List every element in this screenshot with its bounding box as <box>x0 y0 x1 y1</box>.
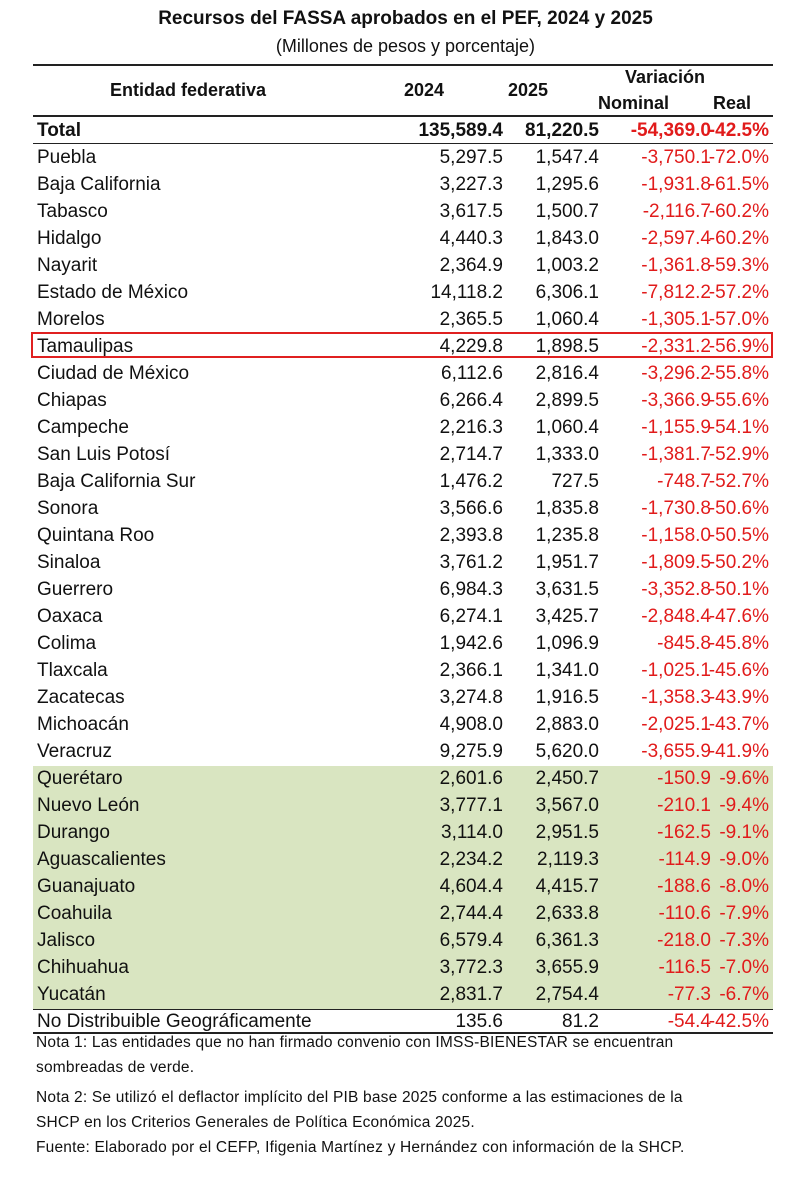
entity-cell: Campeche <box>37 417 129 438</box>
entity-cell: Sinaloa <box>37 552 101 573</box>
real-variation-cell: -56.9% <box>708 336 769 357</box>
nominal-variation-cell: -3,655.9 <box>641 741 711 762</box>
note-1-line-1: Nota 1: Las entidades que no han firmado convenio con IMSS-BIENESTAR se encuentran <box>36 1034 674 1051</box>
value-2025-cell: 1,547.4 <box>535 147 599 168</box>
value-2025-cell: 5,620.0 <box>535 741 599 762</box>
top-rule <box>33 64 773 66</box>
table-row <box>33 820 773 847</box>
value-2025-cell: 1,295.6 <box>535 174 599 195</box>
value-2025-cell: 1,500.7 <box>535 201 599 222</box>
entity-cell: Chiapas <box>37 390 107 411</box>
nominal-variation-cell: -188.6 <box>657 876 711 897</box>
nominal-variation-cell: -54,369.0 <box>630 120 711 141</box>
entity-cell: Querétaro <box>37 768 123 789</box>
nominal-variation-cell: -1,809.5 <box>641 552 711 573</box>
nominal-variation-cell: -210.1 <box>657 795 711 816</box>
value-2025-cell: 2,450.7 <box>535 768 599 789</box>
table-row <box>33 496 773 523</box>
nominal-variation-cell: -845.8 <box>657 633 711 654</box>
entity-cell: Michoacán <box>37 714 129 735</box>
nominal-variation-cell: -3,366.9 <box>641 390 711 411</box>
table-row <box>33 253 773 280</box>
nominal-variation-cell: -162.5 <box>657 822 711 843</box>
entity-cell: Ciudad de México <box>37 363 190 384</box>
value-2024-cell: 3,274.8 <box>439 687 503 708</box>
value-2024-cell: 6,579.4 <box>439 930 503 951</box>
entity-cell: Veracruz <box>37 741 112 762</box>
real-variation-cell: -7.0% <box>719 957 769 978</box>
value-2024-cell: 2,216.3 <box>439 417 503 438</box>
value-2025-cell: 1,843.0 <box>535 228 599 249</box>
source-note: Fuente: Elaborado por el CEFP, Ifigenia Martínez y Hernández con información de la SHCP. <box>36 1139 685 1156</box>
real-variation-cell: -6.7% <box>719 984 769 1005</box>
entity-cell: Puebla <box>37 147 97 168</box>
value-2024-cell: 4,908.0 <box>439 714 503 735</box>
entity-cell: Yucatán <box>37 984 106 1005</box>
entity-cell: Durango <box>37 822 110 843</box>
nominal-variation-cell: -114.9 <box>658 849 711 870</box>
value-2025-cell: 1,898.5 <box>535 336 599 357</box>
real-variation-cell: -9.4% <box>719 795 769 816</box>
entity-cell: Total <box>37 120 81 141</box>
value-2024-cell: 3,617.5 <box>439 201 503 222</box>
entity-cell: Tabasco <box>37 201 108 222</box>
entity-cell: San Luis Potosí <box>37 444 171 465</box>
table-row <box>33 199 773 226</box>
value-2025-cell: 1,003.2 <box>535 255 599 276</box>
nominal-variation-cell: -2,597.4 <box>641 228 711 249</box>
bottom-rule-table <box>33 1009 773 1010</box>
real-variation-cell: -60.2% <box>708 228 769 249</box>
entity-cell: Tlaxcala <box>37 660 108 681</box>
value-2024-cell: 2,393.8 <box>439 525 503 546</box>
value-2024-cell: 1,476.2 <box>439 471 503 492</box>
entity-cell: Estado de México <box>37 282 189 303</box>
entity-cell: Quintana Roo <box>37 525 155 546</box>
real-variation-cell: -72.0% <box>708 147 769 168</box>
value-2024-cell: 6,274.1 <box>439 606 503 627</box>
nominal-variation-cell: -2,331.2 <box>641 336 711 357</box>
real-variation-cell: -43.7% <box>708 714 769 735</box>
table-row <box>33 307 773 334</box>
entity-cell: Nayarit <box>37 255 98 276</box>
real-variation-cell: -50.2% <box>708 552 769 573</box>
entity-cell: Baja California Sur <box>37 471 196 492</box>
note-2-line-2: SHCP en los Criterios Generales de Política Económica 2025. <box>36 1114 475 1131</box>
value-2025-cell: 1,235.8 <box>535 525 599 546</box>
real-variation-cell: -42.5% <box>708 120 769 141</box>
real-variation-cell: -60.2% <box>708 201 769 222</box>
table-row <box>33 550 773 577</box>
data-table <box>33 118 773 1036</box>
value-2024-cell: 2,234.2 <box>439 849 503 870</box>
real-variation-cell: -43.9% <box>708 687 769 708</box>
nominal-variation-cell: -1,155.9 <box>641 417 711 438</box>
entity-cell: Jalisco <box>37 930 96 951</box>
nominal-variation-cell: -1,730.8 <box>641 498 711 519</box>
value-2024-cell: 135.6 <box>455 1011 503 1032</box>
table-row <box>33 388 773 415</box>
real-variation-cell: -55.6% <box>708 390 769 411</box>
table-row <box>33 982 773 1009</box>
entity-cell: Baja California <box>37 174 161 195</box>
nominal-variation-cell: -3,296.2 <box>641 363 711 384</box>
nominal-variation-cell: -3,750.1 <box>641 147 711 168</box>
nominal-variation-cell: -1,025.1 <box>641 660 711 681</box>
real-variation-cell: -54.1% <box>708 417 769 438</box>
value-2025-cell: 2,119.3 <box>537 849 599 870</box>
value-2025-cell: 2,951.5 <box>535 822 599 843</box>
value-2025-cell: 1,060.4 <box>535 417 599 438</box>
value-2024-cell: 2,714.7 <box>439 444 503 465</box>
header-2025: 2025 <box>508 80 549 100</box>
nominal-variation-cell: -2,848.4 <box>641 606 711 627</box>
value-2025-cell: 4,415.7 <box>535 876 599 897</box>
real-variation-cell: -50.5% <box>708 525 769 546</box>
value-2024-cell: 3,761.2 <box>439 552 503 573</box>
real-variation-cell: -52.9% <box>708 444 769 465</box>
nominal-variation-cell: -1,361.8 <box>641 255 711 276</box>
note-1-line-2: sombreadas de verde. <box>36 1059 195 1076</box>
value-2024-cell: 3,772.3 <box>439 957 503 978</box>
entity-cell: Sonora <box>37 498 99 519</box>
total-row <box>33 118 773 145</box>
value-2025-cell: 2,816.4 <box>535 363 599 384</box>
nominal-variation-cell: -150.9 <box>657 768 711 789</box>
nominal-variation-cell: -1,358.3 <box>641 687 711 708</box>
value-2025-cell: 1,341.0 <box>535 660 599 681</box>
table-row <box>33 901 773 928</box>
table-row <box>33 847 773 874</box>
real-variation-cell: -7.3% <box>719 930 769 951</box>
table-row <box>33 712 773 739</box>
entity-cell: No Distribuible Geográficamente <box>37 1011 312 1032</box>
entity-cell: Zacatecas <box>37 687 125 708</box>
real-variation-cell: -9.1% <box>719 822 769 843</box>
value-2025-cell: 3,567.0 <box>535 795 599 816</box>
table-row <box>33 739 773 766</box>
value-2025-cell: 3,425.7 <box>535 606 599 627</box>
table-title: Recursos del FASSA aprobados en el PEF, 2024 y 2025 <box>158 8 653 29</box>
real-variation-cell: -47.6% <box>708 606 769 627</box>
entity-cell: Guerrero <box>37 579 114 600</box>
header-real: Real <box>713 93 752 113</box>
nominal-variation-cell: -1,381.7 <box>641 444 711 465</box>
real-variation-cell: -61.5% <box>708 174 769 195</box>
nominal-variation-cell: -218.0 <box>657 930 711 951</box>
table-row <box>33 631 773 658</box>
value-2024-cell: 1,942.6 <box>439 633 503 654</box>
value-2024-cell: 4,440.3 <box>439 228 503 249</box>
entity-cell: Aguascalientes <box>37 849 166 870</box>
nominal-variation-cell: -3,352.8 <box>641 579 711 600</box>
table-row <box>33 793 773 820</box>
table-row <box>33 415 773 442</box>
entity-cell: Hidalgo <box>37 228 102 249</box>
real-variation-cell: -57.0% <box>708 309 769 330</box>
nominal-variation-cell: -77.3 <box>667 984 711 1005</box>
entity-cell: Colima <box>37 633 97 654</box>
header-entity: Entidad federativa <box>110 80 267 100</box>
table-row <box>33 145 773 172</box>
table-row <box>33 442 773 469</box>
table-row <box>33 685 773 712</box>
real-variation-cell: -9.0% <box>719 849 769 870</box>
value-2025-cell: 81.2 <box>562 1011 599 1032</box>
value-2024-cell: 6,984.3 <box>439 579 503 600</box>
value-2024-cell: 4,604.4 <box>439 876 503 897</box>
header-2024: 2024 <box>404 80 445 100</box>
real-variation-cell: -50.6% <box>708 498 769 519</box>
value-2024-cell: 2,744.4 <box>439 903 503 924</box>
table-row <box>33 955 773 982</box>
value-2025-cell: 1,951.7 <box>535 552 599 573</box>
header-rule-thick <box>33 115 773 117</box>
entity-cell: Oaxaca <box>37 606 103 627</box>
nominal-variation-cell: -54.4 <box>667 1011 711 1032</box>
real-variation-cell: -50.1% <box>708 579 769 600</box>
value-2025-cell: 81,220.5 <box>525 120 599 141</box>
nominal-variation-cell: -7,812.2 <box>641 282 711 303</box>
nominal-variation-cell: -1,305.1 <box>641 309 711 330</box>
value-2024-cell: 2,831.7 <box>439 984 503 1005</box>
note-2-line-1: Nota 2: Se utilizó el deflactor implícito del PIB base 2025 conforme a las estimaciones de la <box>36 1089 683 1106</box>
value-2024-cell: 6,112.6 <box>441 363 503 384</box>
table-row <box>33 604 773 631</box>
value-2024-cell: 3,566.6 <box>439 498 503 519</box>
table-row <box>33 523 773 550</box>
value-2024-cell: 5,297.5 <box>439 147 503 168</box>
real-variation-cell: -7.9% <box>719 903 769 924</box>
header-variation: Variación <box>625 67 706 87</box>
table-row <box>33 280 773 307</box>
value-2025-cell: 1,333.0 <box>535 444 599 465</box>
table-row <box>33 874 773 901</box>
value-2024-cell: 6,266.4 <box>439 390 503 411</box>
value-2024-cell: 135,589.4 <box>418 120 503 141</box>
value-2024-cell: 2,364.9 <box>439 255 503 276</box>
value-2024-cell: 3,227.3 <box>439 174 503 195</box>
entity-cell: Tamaulipas <box>37 336 134 357</box>
value-2024-cell: 2,366.1 <box>439 660 503 681</box>
value-2025-cell: 1,835.8 <box>535 498 599 519</box>
nominal-variation-cell: -748.7 <box>657 471 711 492</box>
entity-cell: Chihuahua <box>37 957 129 978</box>
real-variation-cell: -41.9% <box>708 741 769 762</box>
value-2024-cell: 2,365.5 <box>439 309 503 330</box>
table-row <box>33 226 773 253</box>
value-2024-cell: 2,601.6 <box>439 768 503 789</box>
real-variation-cell: -59.3% <box>708 255 769 276</box>
value-2025-cell: 727.5 <box>551 471 599 492</box>
real-variation-cell: -9.6% <box>719 768 769 789</box>
real-variation-cell: -45.6% <box>708 660 769 681</box>
value-2025-cell: 6,361.3 <box>535 930 599 951</box>
real-variation-cell: -55.8% <box>708 363 769 384</box>
table-subtitle: (Millones de pesos y porcentaje) <box>275 36 536 56</box>
entity-cell: Nuevo León <box>37 795 140 816</box>
entity-cell: Morelos <box>37 309 105 330</box>
value-2025-cell: 2,899.5 <box>535 390 599 411</box>
table-row <box>33 928 773 955</box>
value-2025-cell: 3,655.9 <box>535 957 599 978</box>
header-nominal: Nominal <box>598 93 670 113</box>
table-row <box>33 577 773 604</box>
table-row <box>33 658 773 685</box>
table-row <box>33 766 773 793</box>
entity-cell: Coahuila <box>37 903 112 924</box>
real-variation-cell: -8.0% <box>719 876 769 897</box>
value-2025-cell: 2,754.4 <box>535 984 599 1005</box>
value-2024-cell: 4,229.8 <box>439 336 503 357</box>
entity-cell: Guanajuato <box>37 876 136 897</box>
value-2025-cell: 2,883.0 <box>535 714 599 735</box>
value-2024-cell: 9,275.9 <box>439 741 503 762</box>
nominal-variation-cell: -116.5 <box>658 957 711 978</box>
table-row <box>33 334 773 361</box>
nominal-variation-cell: -2,025.1 <box>641 714 711 735</box>
nominal-variation-cell: -2,116.7 <box>642 201 711 222</box>
table-row <box>33 469 773 496</box>
nominal-variation-cell: -1,158.0 <box>641 525 711 546</box>
real-variation-cell: -45.8% <box>708 633 769 654</box>
value-2024-cell: 3,777.1 <box>439 795 503 816</box>
value-2025-cell: 1,916.5 <box>535 687 599 708</box>
real-variation-cell: -42.5% <box>708 1011 769 1032</box>
nominal-variation-cell: -110.6 <box>658 903 711 924</box>
value-2025-cell: 1,096.9 <box>535 633 599 654</box>
value-2025-cell: 6,306.1 <box>535 282 599 303</box>
real-variation-cell: -52.7% <box>708 471 769 492</box>
table-row <box>33 361 773 388</box>
table-row <box>33 172 773 199</box>
value-2025-cell: 1,060.4 <box>535 309 599 330</box>
value-2024-cell: 14,118.2 <box>430 282 503 303</box>
real-variation-cell: -57.2% <box>708 282 769 303</box>
value-2025-cell: 3,631.5 <box>535 579 599 600</box>
value-2025-cell: 2,633.8 <box>535 903 599 924</box>
value-2024-cell: 3,114.0 <box>441 822 503 843</box>
nominal-variation-cell: -1,931.8 <box>641 174 711 195</box>
